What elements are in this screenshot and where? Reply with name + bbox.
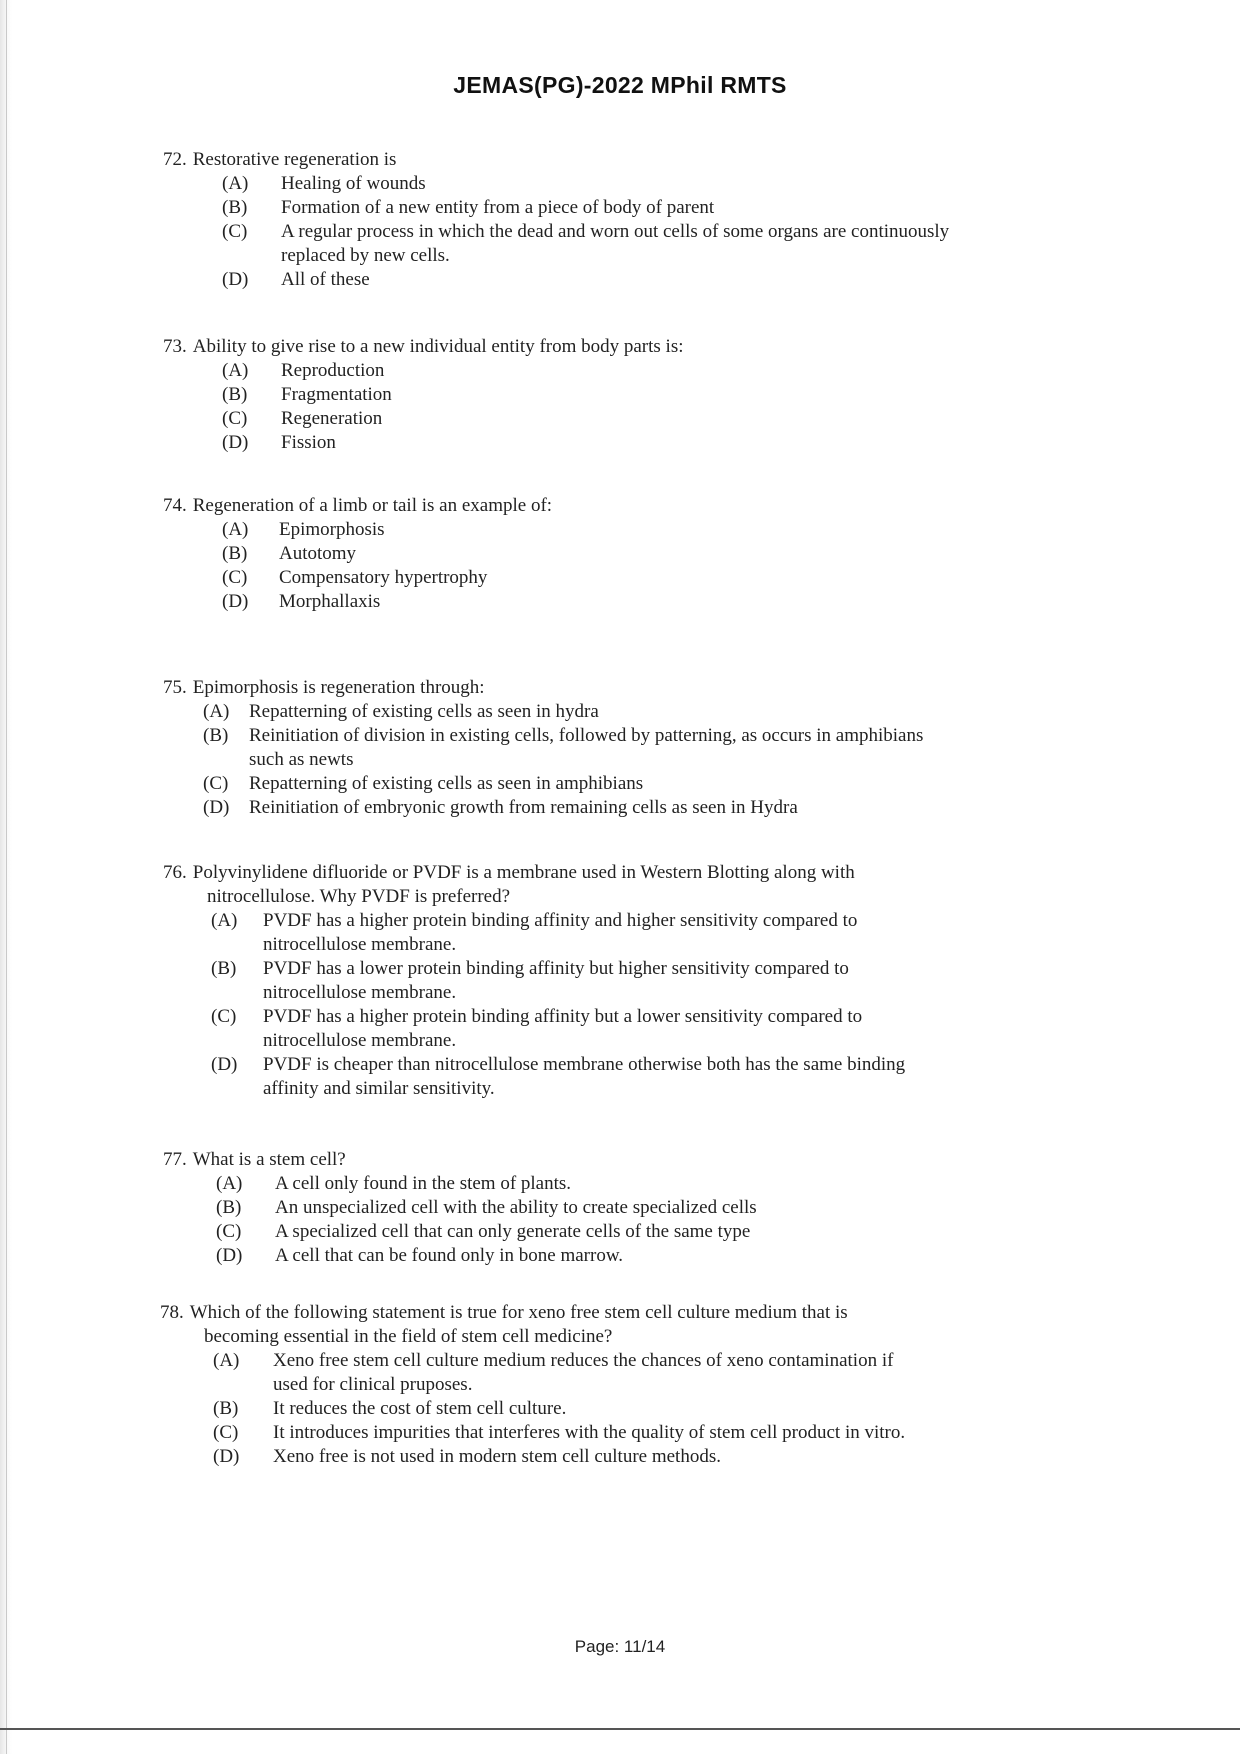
option-label: (B) — [203, 725, 229, 746]
option-d — [213, 1445, 905, 1469]
scan-edge-line — [6, 0, 7, 1754]
option-label: (B) — [222, 197, 248, 218]
option-a — [211, 909, 905, 957]
question-text-continued: nitrocellulose. Why PVDF is preferred? — [207, 886, 511, 907]
option-a — [222, 518, 552, 542]
option-label: (A) — [203, 701, 230, 722]
question-72 — [163, 148, 949, 292]
option-a — [203, 700, 923, 724]
question-stem — [163, 861, 905, 885]
option-d — [211, 1053, 905, 1101]
page-bottom-border — [0, 1728, 1240, 1730]
option-label: (A) — [222, 360, 249, 381]
option-label: (C) — [216, 1221, 242, 1242]
option-label: (C) — [222, 408, 248, 429]
option-text: Repatterning of existing cells as seen in hydra — [249, 701, 599, 722]
option-text: Xeno free stem cell culture medium reduces the chances of xeno contamination if — [273, 1350, 894, 1371]
option-text: PVDF has a lower protein binding affinity but higher sensitivity compared to — [263, 958, 849, 979]
option-b — [222, 196, 949, 220]
question-number: 72. — [163, 149, 187, 170]
option-label: (B) — [211, 958, 237, 979]
option-text: nitrocellulose membrane. — [263, 934, 457, 955]
option-text: PVDF has a higher protein binding affinity but a lower sensitivity compared to — [263, 1006, 863, 1027]
option-text: Repatterning of existing cells as seen in amphibians — [249, 773, 644, 794]
option-text: Epimorphosis — [279, 519, 385, 540]
option-c — [216, 1220, 757, 1244]
option-b — [211, 957, 905, 1005]
option-b — [222, 383, 684, 407]
option-label: (C) — [211, 1006, 237, 1027]
question-73 — [163, 335, 684, 455]
option-a — [222, 172, 949, 196]
question-number: 75. — [163, 677, 187, 698]
question-text: Which of the following statement is true for xeno free stem cell culture medium that is — [189, 1302, 848, 1323]
option-d — [222, 268, 949, 292]
option-label: (B) — [216, 1197, 242, 1218]
question-text: Epimorphosis is regeneration through: — [192, 677, 485, 698]
option-label: (B) — [222, 384, 248, 405]
page-title: JEMAS(PG)-2022 MPhil RMTS — [453, 72, 787, 98]
question-stem — [163, 335, 684, 359]
question-number: 76. — [163, 862, 187, 883]
option-d — [216, 1244, 757, 1268]
question-75 — [163, 676, 923, 820]
option-label: (A) — [222, 519, 249, 540]
option-b — [216, 1196, 757, 1220]
option-text: All of these — [281, 269, 370, 290]
question-74 — [163, 494, 552, 614]
question-77 — [163, 1148, 757, 1268]
option-text: Reproduction — [281, 360, 385, 381]
option-text: Fragmentation — [281, 384, 392, 405]
option-text: It reduces the cost of stem cell culture. — [273, 1398, 567, 1419]
option-c — [213, 1421, 905, 1445]
option-text: PVDF has a higher protein binding affinity and higher sensitivity compared to — [263, 910, 858, 931]
option-label: (C) — [222, 221, 248, 242]
option-text: It introduces impurities that interferes with the quality of stem cell product in vitro. — [273, 1422, 906, 1443]
option-text: Morphallaxis — [279, 591, 381, 612]
option-text: An unspecialized cell with the ability to create specialized cells — [275, 1197, 757, 1218]
option-c — [222, 220, 949, 268]
option-a — [216, 1172, 757, 1196]
option-a — [222, 359, 684, 383]
option-d — [222, 590, 552, 614]
option-text: used for clinical pruposes. — [273, 1374, 473, 1395]
option-text: Healing of wounds — [281, 173, 426, 194]
option-label: (A) — [216, 1173, 243, 1194]
option-text: Xeno free is not used in modern stem cell culture methods. — [273, 1446, 721, 1467]
option-text: Fission — [281, 432, 336, 453]
option-text: such as newts — [249, 749, 354, 770]
option-b — [203, 724, 923, 772]
question-text: Polyvinylidene difluoride or PVDF is a membrane used in Western Blotting along with — [192, 862, 855, 883]
option-label: (A) — [211, 910, 238, 931]
option-label: (D) — [203, 797, 230, 818]
question-number: 73. — [163, 336, 187, 357]
option-label: (B) — [222, 543, 248, 564]
option-label: (A) — [213, 1350, 240, 1371]
option-b — [213, 1397, 905, 1421]
question-text: Ability to give rise to a new individual entity from body parts is: — [192, 336, 684, 357]
option-label: (D) — [213, 1446, 240, 1467]
question-78 — [160, 1301, 905, 1469]
option-label: (C) — [222, 567, 248, 588]
question-stem — [163, 148, 949, 172]
option-label: (D) — [216, 1245, 243, 1266]
option-text: nitrocellulose membrane. — [263, 982, 457, 1003]
question-stem — [163, 494, 552, 518]
option-text: Reinitiation of division in existing cells, followed by patterning, as occurs in amphibians — [249, 725, 924, 746]
option-text: Autotomy — [279, 543, 357, 564]
question-text: What is a stem cell? — [192, 1149, 346, 1170]
question-text: Restorative regeneration is — [192, 149, 397, 170]
option-text: PVDF is cheaper than nitrocellulose membrane otherwise both has the same binding — [263, 1054, 906, 1075]
option-label: (C) — [203, 773, 229, 794]
option-text: replaced by new cells. — [281, 245, 450, 266]
option-label: (A) — [222, 173, 249, 194]
option-d — [203, 796, 923, 820]
option-a — [213, 1349, 905, 1397]
option-text: Reinitiation of embryonic growth from remaining cells as seen in Hydra — [249, 797, 798, 818]
question-text: Regeneration of a limb or tail is an example of: — [192, 495, 553, 516]
question-stem — [160, 1301, 905, 1325]
option-text: A cell only found in the stem of plants. — [275, 1173, 572, 1194]
option-c — [222, 407, 684, 431]
option-label: (D) — [211, 1054, 238, 1075]
option-c — [203, 772, 923, 796]
option-text: A specialized cell that can only generate cells of the same type — [275, 1221, 751, 1242]
option-text: nitrocellulose membrane. — [263, 1030, 457, 1051]
option-label: (D) — [222, 591, 249, 612]
option-text: A cell that can be found only in bone marrow. — [275, 1245, 624, 1266]
option-c — [211, 1005, 905, 1053]
page-number: Page: 11/14 — [574, 1637, 666, 1656]
question-number: 77. — [163, 1149, 187, 1170]
question-number: 78. — [160, 1302, 184, 1323]
option-b — [222, 542, 552, 566]
option-d — [222, 431, 684, 455]
option-label: (D) — [222, 432, 249, 453]
question-76 — [163, 861, 905, 1101]
option-text: Compensatory hypertrophy — [279, 567, 488, 588]
question-text-continued: becoming essential in the field of stem cell medicine? — [204, 1326, 613, 1347]
option-text: Formation of a new entity from a piece of body of parent — [281, 197, 715, 218]
question-number: 74. — [163, 495, 187, 516]
question-stem — [163, 1148, 757, 1172]
option-label: (D) — [222, 269, 249, 290]
option-label: (B) — [213, 1398, 239, 1419]
option-c — [222, 566, 552, 590]
option-label: (C) — [213, 1422, 239, 1443]
option-text: affinity and similar sensitivity. — [263, 1078, 495, 1099]
question-stem — [163, 676, 923, 700]
option-text: Regeneration — [281, 408, 383, 429]
option-text: A regular process in which the dead and worn out cells of some organs are continuously — [281, 221, 950, 242]
